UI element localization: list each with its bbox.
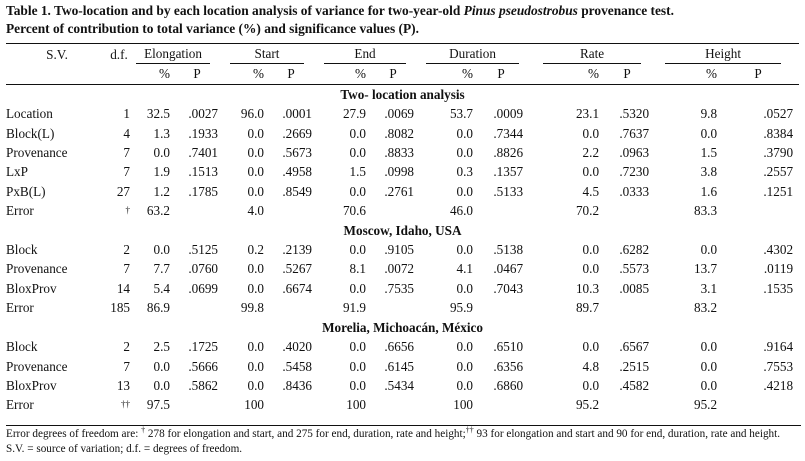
p-value-cell: .6510: [493, 339, 524, 355]
table-row: [6, 279, 799, 298]
df-cell: 7: [123, 164, 130, 180]
p-value-cell: [264, 298, 318, 317]
percent-cell: 0.0: [582, 125, 600, 141]
df-cell: 27: [116, 183, 130, 199]
p-header: P: [366, 64, 420, 84]
p-value-cell: .4218: [763, 377, 794, 393]
p-value-cell: [473, 395, 529, 414]
p-header: P: [264, 64, 318, 84]
p-value-cell: .1933: [188, 125, 218, 141]
section-title: Morelia, Michoacán, México: [322, 319, 483, 335]
percent-cell: 0.0: [456, 358, 474, 374]
percent-cell: 95.2: [693, 397, 718, 413]
percent-cell: 86.9: [146, 300, 170, 316]
source-of-variation-cell: LxP: [6, 164, 28, 180]
p-value-cell: .5458: [282, 358, 313, 374]
p-value-cell: [264, 395, 318, 414]
percent-cell: 0.0: [700, 339, 718, 355]
footnote-text-2: 278 for elongation and start, and 275 for end, duration, rate and height;: [145, 428, 466, 440]
percent-cell: 0.0: [700, 242, 718, 258]
p-value-cell: .1251: [763, 183, 794, 199]
percent-cell: 97.5: [146, 397, 170, 413]
footnote-text-3: 93 for elongation and start and 90 for end, duration, rate and height. S.V. = source of variation; d.f. = degrees of freedom.: [6, 428, 781, 455]
percent-cell: 10.3: [575, 280, 600, 296]
p-value-cell: .3790: [763, 145, 794, 161]
percent-cell: 9.8: [700, 106, 718, 122]
header-group: Start: [230, 44, 304, 64]
p-value-cell: .0027: [188, 106, 218, 122]
p-value-cell: .2139: [282, 242, 313, 258]
source-of-variation-cell: BloxProv: [6, 280, 57, 296]
table-row: [6, 240, 799, 259]
p-value-cell: .8549: [282, 183, 313, 199]
p-value-cell: .6674: [282, 280, 313, 296]
source-of-variation-cell: Error: [6, 203, 34, 219]
table-row: [6, 395, 799, 414]
p-value-cell: .1535: [763, 280, 794, 296]
p-value-cell: .0069: [384, 106, 415, 122]
p-value-cell: .1357: [493, 164, 524, 180]
percent-cell: 0.0: [349, 358, 367, 374]
df-cell: 2: [123, 242, 130, 258]
df-cell: 2: [123, 339, 130, 355]
table-row: [6, 357, 799, 376]
percent-cell: 91.9: [342, 300, 367, 316]
df-cell: 4: [123, 125, 130, 141]
p-value-cell: [170, 201, 224, 220]
percent-cell: 0.0: [700, 125, 718, 141]
p-header: P: [599, 64, 655, 84]
header-group: Duration: [426, 44, 519, 64]
df-cell: †: [125, 205, 130, 216]
percent-cell: 0.0: [153, 145, 170, 161]
df-cell: 7: [123, 261, 130, 277]
p-value-cell: .0699: [188, 280, 218, 296]
percent-cell: 23.1: [575, 106, 600, 122]
p-value-cell: .8384: [763, 125, 794, 141]
table-row: [6, 182, 799, 201]
p-value-cell: .8436: [282, 377, 313, 393]
p-value-cell: .1725: [188, 339, 218, 355]
p-value-cell: .0001: [282, 106, 313, 122]
p-value-cell: .5573: [619, 261, 650, 277]
percent-cell: 0.0: [456, 183, 474, 199]
percent-cell: 0.0: [247, 261, 264, 277]
percent-cell: 0.0: [153, 242, 170, 258]
p-value-cell: [599, 201, 655, 220]
table-row: [6, 376, 799, 395]
p-value-cell: .5320: [619, 106, 650, 122]
percent-cell: 1.5: [700, 145, 718, 161]
subheader-row: [6, 64, 799, 84]
footnote-text-1: Error degrees of freedom are:: [6, 428, 142, 440]
anova-table: [6, 43, 799, 415]
p-value-cell: .6656: [384, 339, 415, 355]
pct-header: %: [224, 64, 264, 84]
source-of-variation-cell: Provenance: [6, 261, 68, 277]
percent-cell: 0.0: [700, 358, 718, 374]
percent-cell: 83.2: [693, 300, 718, 316]
table-footnote: [6, 425, 801, 457]
percent-cell: 0.0: [247, 280, 264, 296]
table-row: [6, 259, 799, 278]
p-value-cell: [170, 395, 224, 414]
p-value-cell: .2669: [282, 125, 313, 141]
caption-species: Pinus pseudostrobus: [463, 3, 578, 18]
percent-cell: 3.1: [700, 280, 718, 296]
table-row: [6, 162, 799, 181]
table-header: [6, 44, 799, 85]
p-value-cell: .8082: [384, 125, 415, 141]
p-value-cell: .7401: [188, 145, 218, 161]
table-row: [6, 143, 799, 162]
section-header-row: [6, 318, 799, 337]
section-header-row: [6, 221, 799, 240]
df-cell: ††: [121, 399, 130, 410]
percent-cell: 70.6: [342, 203, 367, 219]
source-of-variation-cell: BloxProv: [6, 377, 57, 393]
p-value-cell: .1785: [188, 183, 218, 199]
p-value-cell: .0760: [188, 261, 218, 277]
table-row: [6, 201, 799, 220]
p-value-cell: .2557: [763, 164, 794, 180]
percent-cell: 0.0: [456, 242, 474, 258]
footnote-mark-double: ††: [465, 425, 474, 435]
pct-header: %: [655, 64, 717, 84]
percent-cell: 0.0: [349, 125, 367, 141]
p-value-cell: [599, 298, 655, 317]
percent-cell: 0.0: [349, 145, 367, 161]
table-row: [6, 124, 799, 143]
df-cell: 7: [123, 358, 130, 374]
p-value-cell: .0333: [619, 183, 650, 199]
source-of-variation-cell: Block: [6, 242, 38, 258]
source-of-variation-cell: Location: [6, 106, 53, 122]
percent-cell: 0.0: [247, 358, 264, 374]
percent-cell: 0.0: [247, 145, 264, 161]
p-value-cell: .5138: [493, 242, 524, 258]
p-value-cell: .7344: [493, 125, 524, 141]
percent-cell: 0.0: [582, 242, 600, 258]
p-value-cell: .9105: [384, 242, 415, 258]
p-value-cell: [473, 298, 529, 317]
p-value-cell: .0963: [619, 145, 650, 161]
percent-cell: 95.2: [575, 397, 600, 413]
percent-cell: 7.7: [153, 261, 170, 277]
percent-cell: 53.7: [449, 106, 474, 122]
percent-cell: 0.0: [247, 125, 264, 141]
percent-cell: 89.7: [575, 300, 600, 316]
p-value-cell: .0467: [493, 261, 524, 277]
p-value-cell: [599, 395, 655, 414]
header-group: End: [324, 44, 406, 64]
percent-cell: 3.8: [700, 164, 718, 180]
percent-cell: 0.0: [456, 145, 474, 161]
percent-cell: 100: [346, 397, 367, 413]
percent-cell: 8.1: [349, 261, 367, 277]
percent-cell: 0.0: [456, 125, 474, 141]
percent-cell: 0.0: [582, 339, 600, 355]
table-row: [6, 104, 799, 123]
percent-cell: 0.0: [456, 280, 474, 296]
percent-cell: 0.0: [247, 377, 264, 393]
header-group: Elongation: [136, 44, 210, 64]
percent-cell: 1.6: [700, 183, 718, 199]
percent-cell: 0.3: [456, 164, 474, 180]
p-value-cell: .7535: [384, 280, 415, 296]
p-value-cell: .6567: [619, 339, 650, 355]
p-value-cell: .6860: [493, 377, 524, 393]
p-value-cell: .5434: [384, 377, 415, 393]
percent-cell: 95.9: [449, 300, 474, 316]
percent-cell: 4.8: [582, 358, 600, 374]
percent-cell: 0.0: [582, 261, 600, 277]
percent-cell: 0.0: [349, 242, 367, 258]
percent-cell: 0.0: [582, 377, 600, 393]
header-df: d.f.: [108, 44, 130, 65]
percent-cell: 0.0: [456, 339, 474, 355]
percent-cell: 0.0: [153, 377, 170, 393]
p-value-cell: .8833: [384, 145, 415, 161]
pct-header: %: [420, 64, 473, 84]
percent-cell: 0.0: [349, 377, 367, 393]
p-header: P: [473, 64, 529, 84]
p-value-cell: .4958: [282, 164, 313, 180]
caption-prefix: Table 1. Two-location and by each location analysis of variance for two-year-old: [6, 3, 464, 18]
percent-cell: 0.0: [153, 358, 170, 374]
p-value-cell: .6145: [384, 358, 415, 374]
p-value-cell: .5133: [493, 183, 524, 199]
footnote-mark-single: †: [141, 425, 146, 435]
percent-cell: 0.0: [247, 339, 264, 355]
p-value-cell: .0119: [763, 261, 794, 277]
percent-cell: 0.0: [349, 280, 367, 296]
p-value-cell: .5862: [188, 377, 218, 393]
p-value-cell: .0072: [384, 261, 415, 277]
percent-cell: 1.2: [153, 183, 170, 199]
p-value-cell: .4582: [619, 377, 650, 393]
pct-header: %: [318, 64, 366, 84]
source-of-variation-cell: Provenance: [6, 358, 68, 374]
percent-cell: 4.0: [247, 203, 264, 219]
percent-cell: 0.2: [247, 242, 264, 258]
header-group: Rate: [543, 44, 641, 64]
percent-cell: 4.1: [456, 261, 474, 277]
percent-cell: 13.7: [693, 261, 718, 277]
p-header: P: [717, 64, 799, 84]
p-value-cell: .0085: [619, 280, 650, 296]
p-value-cell: .5673: [282, 145, 313, 161]
p-value-cell: .7230: [619, 164, 650, 180]
percent-cell: 0.0: [247, 164, 264, 180]
p-value-cell: .5267: [282, 261, 313, 277]
p-value-cell: [366, 395, 420, 414]
percent-cell: 4.5: [582, 183, 600, 199]
percent-cell: 0.0: [247, 183, 264, 199]
source-of-variation-cell: PxB(L): [6, 183, 46, 199]
p-value-cell: .7043: [493, 280, 524, 296]
percent-cell: 1.3: [153, 125, 170, 141]
p-value-cell: [717, 395, 799, 414]
table-row: [6, 298, 799, 317]
percent-cell: 2.2: [582, 145, 600, 161]
percent-cell: 0.0: [456, 377, 474, 393]
p-value-cell: .4302: [763, 242, 794, 258]
p-value-cell: .2515: [619, 358, 650, 374]
percent-cell: 0.0: [700, 377, 718, 393]
df-cell: 14: [116, 280, 130, 296]
header-group: Height: [665, 44, 781, 64]
percent-cell: 46.0: [449, 203, 474, 219]
df-cell: 1: [123, 106, 130, 122]
percent-cell: 1.5: [349, 164, 367, 180]
percent-cell: 2.5: [153, 339, 170, 355]
p-value-cell: .7637: [619, 125, 650, 141]
caption-line2: Percent of contribution to total variance (%) and significance values (P).: [6, 21, 419, 36]
percent-cell: 99.8: [240, 300, 264, 316]
source-of-variation-cell: Error: [6, 300, 34, 316]
caption-suffix: provenance test.: [577, 3, 674, 18]
percent-cell: 0.0: [349, 183, 367, 199]
percent-cell: 0.0: [349, 339, 367, 355]
p-value-cell: .1513: [188, 164, 218, 180]
pct-header: %: [529, 64, 599, 84]
p-value-cell: [473, 201, 529, 220]
percent-cell: 83.3: [693, 203, 718, 219]
p-value-cell: .9164: [763, 339, 794, 355]
source-of-variation-cell: Block(L): [6, 125, 55, 141]
source-of-variation-cell: Error: [6, 397, 34, 413]
percent-cell: 63.2: [146, 203, 170, 219]
percent-cell: 27.9: [342, 106, 367, 122]
p-value-cell: .0998: [384, 164, 415, 180]
p-value-cell: .6356: [493, 358, 524, 374]
p-value-cell: .6282: [619, 242, 650, 258]
p-value-cell: .0009: [493, 106, 524, 122]
source-of-variation-cell: Provenance: [6, 145, 68, 161]
p-value-cell: .2761: [384, 183, 415, 199]
p-value-cell: .7553: [763, 358, 794, 374]
percent-cell: 100: [244, 397, 264, 413]
percent-cell: 5.4: [153, 280, 170, 296]
p-value-cell: .4020: [282, 339, 313, 355]
p-value-cell: [366, 201, 420, 220]
p-value-cell: .5125: [188, 242, 218, 258]
section-header-row: [6, 84, 799, 104]
p-value-cell: [717, 298, 799, 317]
p-value-cell: [717, 201, 799, 220]
table-caption: [6, 2, 801, 38]
table-row: [6, 337, 799, 356]
source-of-variation-cell: Block: [6, 339, 38, 355]
df-cell: 185: [110, 300, 130, 316]
percent-cell: 1.9: [153, 164, 170, 180]
p-value-cell: [366, 298, 420, 317]
table-body: [6, 84, 799, 414]
p-value-cell: .0527: [763, 106, 794, 122]
percent-cell: 0.0: [582, 164, 600, 180]
section-title: Moscow, Idaho, USA: [343, 222, 462, 238]
df-cell: 7: [123, 145, 130, 161]
p-value-cell: .5666: [188, 358, 218, 374]
pct-header: %: [130, 64, 170, 84]
section-title: Two- location analysis: [340, 86, 465, 102]
header-sv: S.V.: [6, 44, 108, 65]
percent-cell: 32.5: [146, 106, 170, 122]
p-value-cell: [264, 201, 318, 220]
percent-cell: 100: [453, 397, 474, 413]
p-header: P: [170, 64, 224, 84]
percent-cell: 70.2: [575, 203, 600, 219]
df-cell: 13: [116, 377, 130, 393]
p-value-cell: [170, 298, 224, 317]
percent-cell: 96.0: [240, 106, 264, 122]
p-value-cell: .8826: [493, 145, 524, 161]
